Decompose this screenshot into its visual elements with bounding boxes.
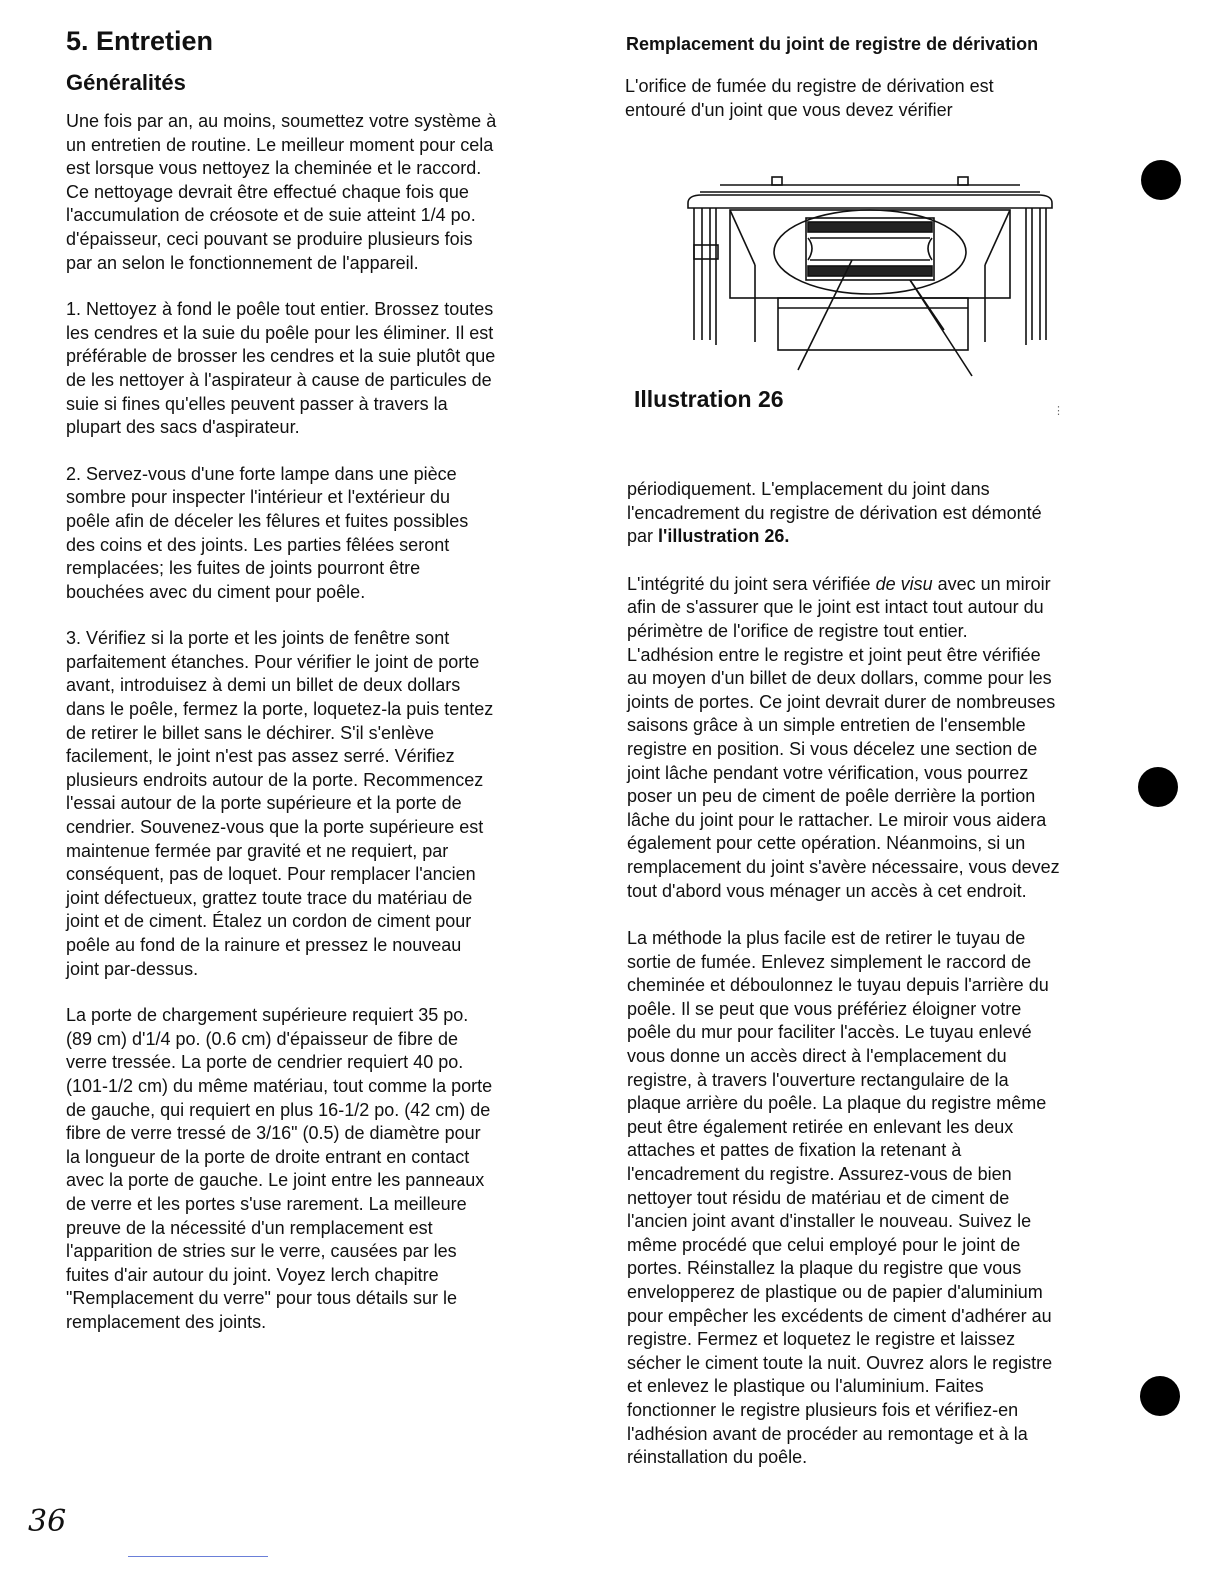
binder-hole-top	[1141, 160, 1181, 200]
right-column-body	[627, 478, 1117, 1494]
paragraph-removal-method: La méthode la plus facile est de retirer le tuyau de sortie de fumée. Enlevez simplement le raccord de cheminée et déboulonnez le tuyau depuis l'arrière du poêle. Il se peut que vous préfériez éloigner votre poêle du mur pour faciliter l'accès. Le tuyau enlevé vous donne un accès direct à l'emplacement du registre, à travers l'ouverture rectangulaire de la plaque arrière du poêle. La plaque du registre même peut être également retirée en enlevant les deux attaches et pattes de fixation la retenant à l'encadrement du registre. Assurez-vous de bien nettoyer tout résidu de matériau et de ciment de l'ancien joint avant d'installer le nouveau. Suivez le même procédé que celui employé pour le joint de portes. Réinstallez la plaque du registre que vous envelopperez de plastique ou de papier d'aluminium pour empêcher les excédents de ciment d'adhérer au registre. Fermez et loquetez le registre et laissez sécher le ciment toute la nuit. Ouvrez alors le registre et enlevez le plastique ou l'aluminium. Faites fonctionner le registre plusieurs fois et vérifiez-en l'adhésion avant de procéder au remontage et à la réinstallation du poêle.	[627, 928, 1053, 1468]
paragraph-visual-check	[627, 573, 1117, 903]
paragraph-intro: Une fois par an, au moins, soumettez votre système à un entretien de routine. Le meilleur moment pour cela est lorsque vous nettoyez la cheminée et le raccord. Ce nettoyage devrait être effectué chaque fois que l'accumulation de créosote et de suie atteint 1/4 po. d'épaisseur, ceci pouvant se produire plusieurs fois par an selon le fonctionnement de l'appareil.	[66, 111, 497, 273]
right-intro	[625, 75, 1105, 122]
binder-hole-middle	[1138, 767, 1178, 807]
visual-check-italic: de visu	[875, 573, 933, 594]
bypass-gasket-heading: Remplacement du joint de registre de dérivation	[626, 34, 1039, 54]
paragraph-bypass-intro: L'orifice de fumée du registre de dérivation est entouré d'un joint que vous devez vérifier	[625, 76, 994, 120]
page-number: 36	[28, 1504, 67, 1539]
margin-mark: ⋮	[1053, 405, 1064, 417]
paragraph-step-2: 2. Servez-vous d'une forte lampe dans une pièce sombre pour inspecter l'intérieur et l'extérieur du poêle afin de déceler les fêlures et fuites possibles des coins et des joints. Les parties fêlées seront remplacées; les fuites de joints pourront être bouchées avec du ciment pour poêle.	[66, 463, 469, 602]
footer-rule	[128, 1556, 268, 1557]
bypass-damper-illustration	[680, 170, 1060, 385]
paragraph-step-3: 3. Vérifiez si la porte et les joints de fenêtre sont parfaitement étanches. Pour vérifier le joint de porte avant, introduisez à demi un billet de deux dollars dans le poêle, fermez la porte, loquetez-la puis tentez de retirer le billet sans le déchirer. S'il s'enlève facilement, le joint n'est pas assez serré. Vérifiez plusieurs endroits autour de la porte. Recommencez l'essai autour de la porte supérieure et la porte de cendrier. Souvenez-vous que la porte supérieure est maintenue fermée par gravité et ne requiert, par conséquent, pas de loquet. Pour remplacer l'ancien joint défectueux, grattez toute trace du matériau de joint et de ciment. Étalez un cordon de ciment pour poêle au fond de la rainure et pressez le nouveau joint par-dessus.	[66, 628, 494, 979]
illustration-reference: l'illustration 26.	[658, 526, 790, 547]
binder-hole-bottom	[1140, 1376, 1180, 1416]
section-title: 5. Entretien	[66, 26, 214, 56]
continuation-text: périodiquement. L'emplacement du joint dans l'encadrement du registre de dérivation est démonté par	[627, 479, 1042, 547]
paragraph-continuation	[627, 478, 1117, 549]
paragraph-gasket-lengths: La porte de chargement supérieure requiert 35 po. (89 cm) d'1/4 po. (0.6 cm) d'épaisseur de fibre de verre tressée. La porte de cendrier requiert 40 po. (101-1/2 cm) du même matériau, tout comme la porte de gauche, qui requiert en plus 16-1/2 po. (42 cm) de fibre de verre tressé de 3/16" (0.5) de diamètre pour la longueur de la porte de droite entrant en contact avec la porte de gauche. Le joint entre les panneaux de verre et les portes s'use rarement. La meilleure preuve de la nécessité d'un remplacement est l'apparition de stries sur le verre, causées par les fuites d'air autour du joint. Voyez lerch chapitre "Remplacement du verre" pour tous détails sur le remplacement des joints.	[66, 1005, 493, 1332]
paragraph-step-1: 1. Nettoyez à fond le poêle tout entier. Brossez toutes les cendres et la suie du poêle pour les éliminer. Il est préférable de brosser les cendres et la suie plutôt que de les nettoyer à l'aspirateur à cause de particules de suie si fines qu'elles peuvent passer à travers la plupart des sacs d'aspirateur.	[66, 299, 496, 438]
left-column	[66, 110, 552, 1358]
illustration-caption: Illustration 26	[634, 386, 784, 412]
visual-check-text-1: L'intégrité du joint sera vérifiée	[627, 573, 876, 594]
section-subtitle: Généralités	[66, 70, 186, 95]
visual-check-text-2: avec un miroir afin de s'assurer que le joint est intact tout autour du périmètre de l'orifice de registre tout entier. L'adhésion entre le registre et joint peut être vérifiée au moyen d'un billet de deux dollars, comme pour les joints de portes. Ce joint devrait durer de nombreuses saisons grâce à un simple entretien de l'ensemble registre en position. Si vous décelez une section de joint lâche pendant votre vérification, vous pourrez poser un peu de ciment de poêle derrière la portion lâche du joint pour le rattacher. Le miroir vous aidera également pour cette opération. Néanmoins, si un remplacement du joint s'avère nécessaire, vous devez tout d'abord vous ménager un accès à cet endroit.	[627, 573, 1060, 901]
